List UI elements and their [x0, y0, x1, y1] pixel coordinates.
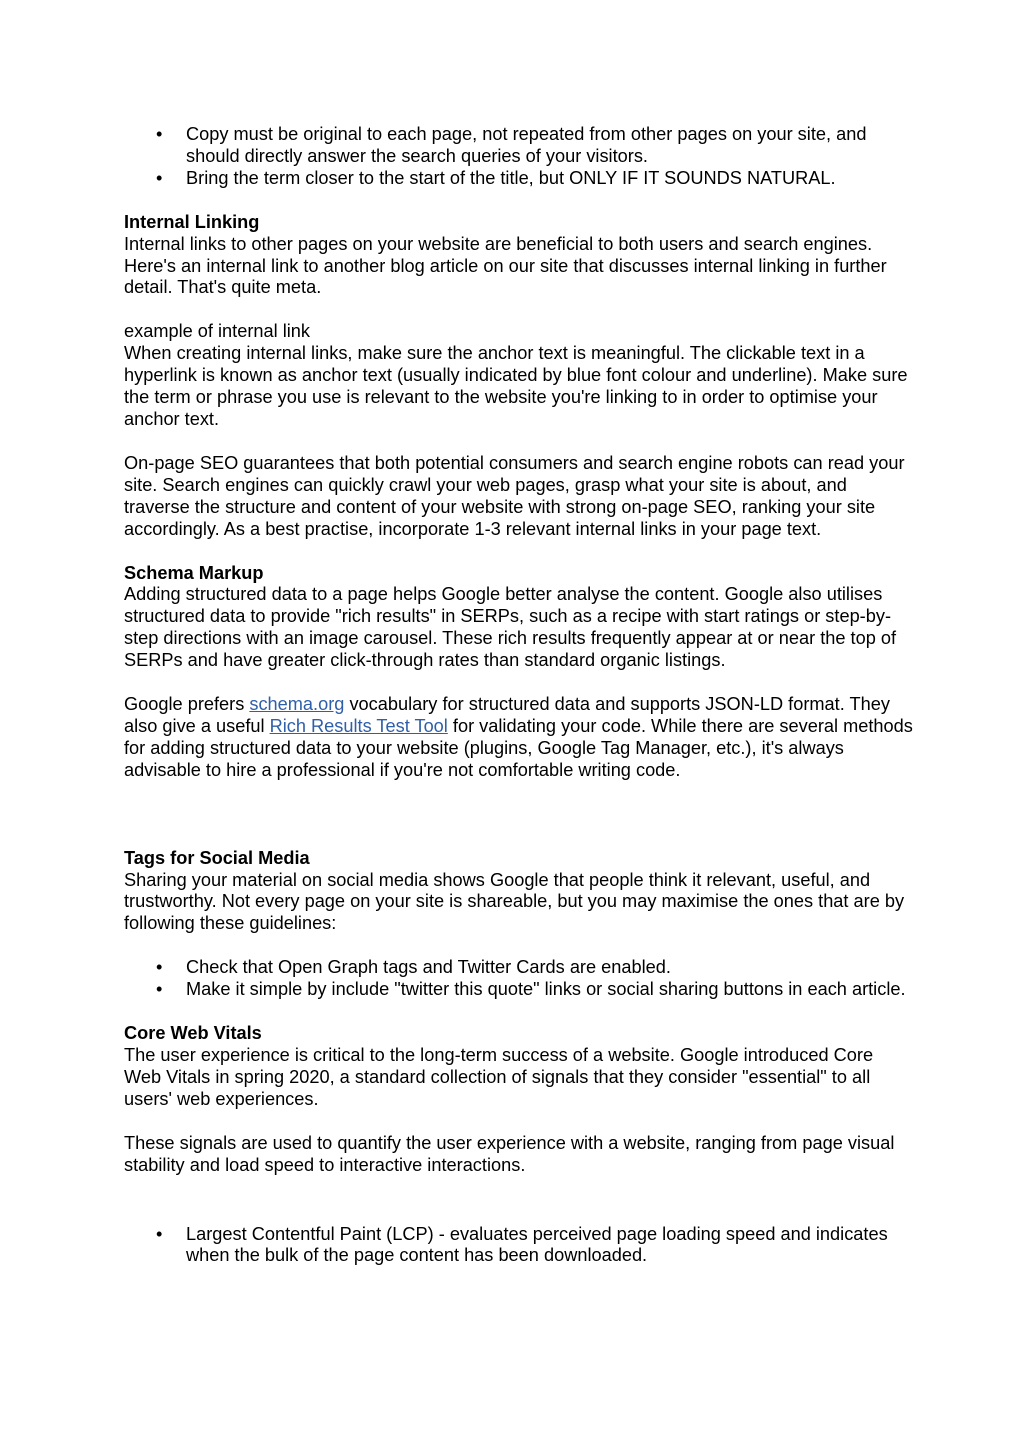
heading-internal-linking: Internal Linking — [124, 211, 260, 232]
bullet-list-social — [124, 957, 914, 1001]
paragraph: Adding structured data to a page helps Google better analyse the content. Google also utilises structured data to provide "rich results" in SERPs, such as a recipe with start ratings or step-by-step directions with an image carousel. These rich results frequently appear at or near the top of SERPs and have greater click-through rates than standard organic listings. — [124, 584, 897, 671]
example-label: example of internal link — [124, 321, 311, 342]
list-item-text: Largest Contentful Paint (LCP) - evaluates perceived page loading speed and indicates when the bulk of the page content has been downloaded. — [186, 1223, 888, 1266]
list-item — [124, 957, 914, 979]
text-fragment: vocabulary for structured data and supports JSON-LD format. They also give a useful — [124, 694, 890, 736]
list-item — [124, 979, 914, 1001]
list-item-text: Make it simple by include "twitter this quote" links or social sharing buttons in each article. — [186, 979, 906, 1000]
list-item-text: Bring the term closer to the start of the title, but ONLY IF IT SOUNDS NATURAL. — [186, 167, 836, 188]
paragraph: When creating internal links, make sure the anchor text is meaningful. The clickable text in a hyperlink is known as anchor text (usually indicated by blue font colour and underline). Make sure the term or phrase you use is relevant to the website you're linking to in order to optimise your anchor text. — [124, 343, 908, 429]
paragraph-with-links — [124, 694, 914, 782]
paragraph: The user experience is critical to the long-term success of a website. Google introduced Core Web Vitals in spring 2020, a standard collection of signals that they consider "essential" to all users' web experiences. — [124, 1045, 874, 1109]
schema-org-link[interactable]: schema.org — [249, 694, 345, 715]
list-item — [124, 1224, 914, 1268]
rich-results-test-tool-link[interactable]: Rich Results Test Tool — [269, 715, 448, 736]
bullet-list-core-web-vitals — [124, 1224, 914, 1268]
paragraph: These signals are used to quantify the user experience with a website, ranging from page visual stability and load speed to interactive interactions. — [124, 1132, 895, 1175]
text-fragment: for validating your code. While there are several methods for adding structured data to your website (plugins, Google Tag Manager, etc.), it's always advisable to hire a professional if you're not comfortable writing code. — [124, 715, 913, 780]
list-item — [124, 168, 914, 190]
paragraph: Internal links to other pages on your website are beneficial to both users and search engines. Here's an internal link to another blog article on our site that discusses internal linking in further detail. That's quite meta. — [124, 233, 887, 298]
paragraph: Sharing your material on social media shows Google that people think it relevant, useful, and trustworthy. Not every page on your site is shareable, but you may maximise the ones that are by following these guidelines: — [124, 869, 905, 934]
document-page — [124, 124, 914, 1267]
text-fragment: Google prefers — [124, 694, 250, 715]
bullet-icon: • — [156, 979, 163, 1000]
list-item-text: Copy must be original to each page, not repeated from other pages on your site, and should directly answer the search queries of your visitors. — [186, 124, 867, 166]
list-item-text: Check that Open Graph tags and Twitter Cards are enabled. — [186, 957, 671, 978]
bullet-icon: • — [156, 957, 163, 978]
list-item — [124, 124, 914, 168]
heading-schema-markup: Schema Markup — [124, 562, 264, 583]
bullet-icon: • — [156, 1223, 163, 1244]
heading-social-media: Tags for Social Media — [124, 847, 310, 868]
bullet-list-top — [124, 124, 914, 190]
bullet-icon: • — [156, 167, 163, 188]
heading-core-web-vitals: Core Web Vitals — [124, 1023, 262, 1044]
bullet-icon: • — [156, 124, 163, 144]
paragraph: On-page SEO guarantees that both potential consumers and search engine robots can read your site. Search engines can quickly crawl your web pages, grasp what your site is about, and traverse the structure and content of your website with strong on-page SEO, ranking your site accordingly. As a best practise, incorporate 1-3 relevant internal links in your page text. — [124, 452, 905, 539]
